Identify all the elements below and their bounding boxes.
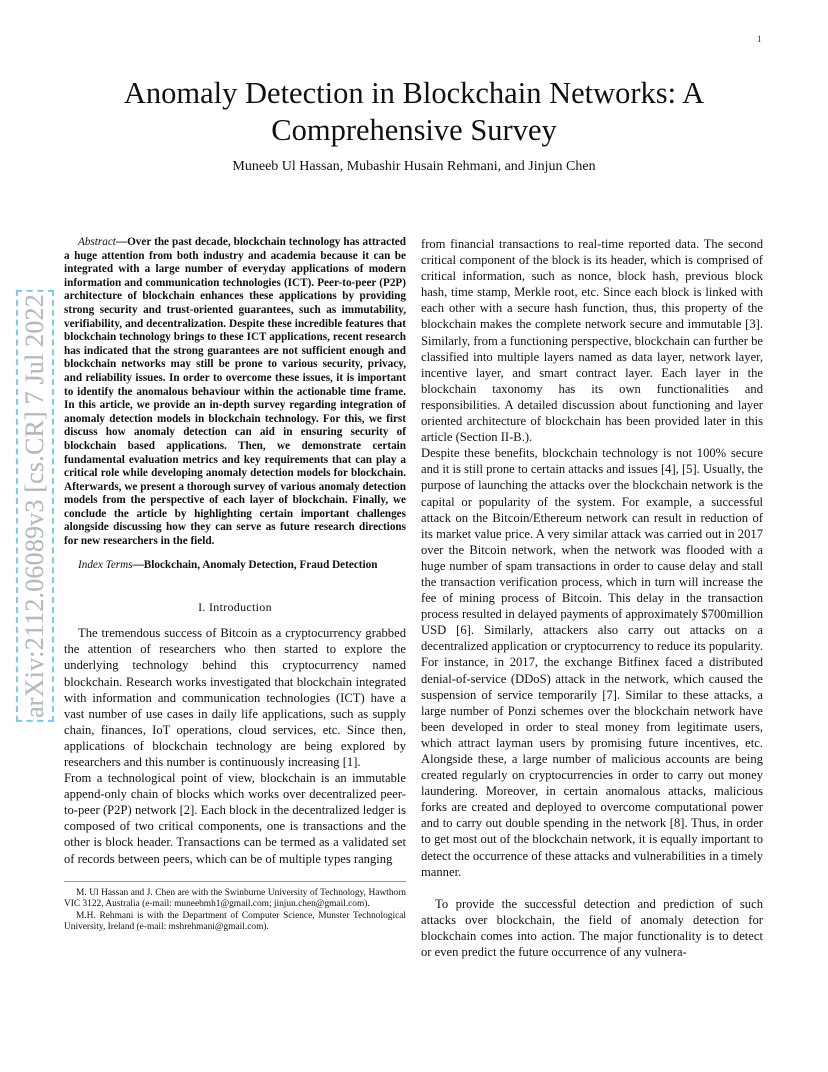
footnote-divider: [64, 881, 406, 882]
section-heading-introduction: I. Introduction: [198, 600, 272, 615]
intro-paragraph: The tremendous success of Bitcoin as a cryptocurrency grabbed the attention of researchers who then started to explore the underlying technology behind this cryptocurrency named blockchain. Research works investigated that blockchain integrated with information and communication technologies (ICT) have a vast number of use cases in daily life applications, such as supply chain, finances, IoT operations, cloud services, etc. Since then, applications of blockchain technology are being explored by researchers and this number is continuously increasing [1].: [64, 626, 406, 769]
paper-title: Anomaly Detection in Blockchain Networks: A Comprehensive Survey: [123, 76, 705, 147]
arxiv-identifier[interactable]: [20, 275, 50, 737]
abstract-text: —Over the past decade, blockchain technology has attracted a huge attention from both industry and academia because it can be integrated with a large number of everyday applications of modern information and communication technologies (ICT). Peer-to-peer (P2P) architecture of blockchain enhances these applications by providing strong security and trust-oriented guarantees, such as immutability, verifiability, and decentralization. Despite these incredible features that blockchain technology brings to these ICT applications, recent research has indicated that the strong guarantees are not sufficient enough and blockchain networks may still be prone to various security, privacy, and reliability issues. In order to overcome these issues, it is important to identify the anomalous behaviour within the actionable time frame. In this article, we provide an in-depth survey regarding integration of anomaly detection models in blockchain technology. For this, we first discuss how anomaly detection can aid in ensuring security of blockchain based applications. Then, we demonstrate certain fundamental evaluation metrics and key requirements that can play a critical role while developing anomaly detection models for blockchain. Afterwards, we present a thorough survey of various anomaly detection models from the perspective of each layer of blockchain. Finally, we conclude the article by highlighting certain important challenges alongside discussing how they can serve as future research directions for new researchers in the field.: [64, 236, 406, 548]
abstract: [64, 236, 406, 549]
index-terms-label: Index Terms: [78, 558, 133, 571]
footnote-affiliation: M.H. Rehmani is with the Department of Computer Science, Munster Technological University, Ireland (e-mail: mshrehmani@gmail.com).: [64, 910, 406, 933]
index-terms: [64, 559, 406, 573]
index-terms-text: —Blockchain, Anomaly Detection, Fraud Detection: [132, 558, 378, 571]
abstract-label: Abstract: [78, 236, 116, 248]
body-paragraph: Despite these benefits, blockchain technology is not 100% secure and it is still prone to certain attacks and issues [4], [5]. Usually, the purpose of launching the attacks over the blockchain network is the capital or popularity of the system. For example, a successful attack on the Bitcoin/Ethereum network can result in reduction of its market value price. A very similar attack was carried out in 2017 over the Bitcoin network, when the network was flooded with a huge number of spam transactions in order to cause delay and stall the transaction verification process, which in turn will increase the fee of mining process of Bitcoin. This delay in the transaction process resulted in delayed payments of approximately $700million USD [6]. Similarly, attackers also carry out attacks on a decentralized application or cryptocurrency to reduce its popularity. For instance, in 2017, the exchange Bitfinex faced a distributed denial-of-service (DDoS) attack in the network, which caused the suspension of service temporarily [7]. Similar to these attacks, a large number of Ponzi schemes over the blockchain network have been developed in order to steal money from legitimate users, which attract layman users by promising future incentives, etc. Alongside these, a large number of malicious accounts are being created regularly on cryptocurrencies in order to carry out money laundering. Moreover, in certain anomalous attacks, malicious forks are created and deployed to overcome computational power and to carry out double spending in the network [8]. Thus, in order to get most out of the blockchain network, it is equally important to detect the occurrence of these attacks and vulnerabilities in a timely manner.: [421, 446, 763, 879]
footnote-affiliation: M. Ul Hassan and J. Chen are with the Swinburne University of Technology, Hawthorn VIC 3122, Australia (e-mail: muneebmh1@gmail.com; jinjun.chen@gmail.com).: [64, 887, 406, 910]
right-column: [421, 236, 763, 960]
paragraph-gap: [421, 880, 763, 896]
left-column: [64, 236, 406, 934]
author-list: Muneeb Ul Hassan, Mubashir Husain Rehmani, and Jinjun Chen: [232, 159, 596, 174]
body-paragraph: To provide the successful detection and prediction of such attacks over blockchain, the field of anomaly detection for blockchain comes into action. The major functionality is to detect or even predict the future occurrence of any vulnera-: [421, 896, 763, 960]
page-number: 1: [757, 34, 762, 44]
body-paragraph: from financial transactions to real-time reported data. The second critical component of the block is its header, which is comprised of critical information, such as nonce, block hash, previous block hash, time stamp, Merkle root, etc. Since each block is linked with each other with a secure hash function, thus, this property of the blockchain makes the complete network secure and immutable [3]. Similarly, from a functioning perspective, blockchain can further be classified into multiple layers named as data layer, network layer, incentive layer, and smart contract layer. Each layer in the blockchain taxonomy has its own functionalities and responsibilities. A detailed discussion about functioning and layer oriented architecture of blockchain has been provided later in this article (Section II-B.).: [421, 237, 763, 445]
arxiv-identifier-text: arXiv:2112.06089v3 [cs.CR] 7 Jul 2022: [20, 294, 50, 718]
intro-paragraph: From a technological point of view, blockchain is an immutable append-only chain of blocks which works over decentralized peer-to-peer (P2P) network [2]. Each block in the decentralized ledger is composed of two critical components, one is transactions and the other is block header. Transactions can be termed as a validated set of records between peers, which can be of multiple types ranging: [64, 771, 406, 866]
